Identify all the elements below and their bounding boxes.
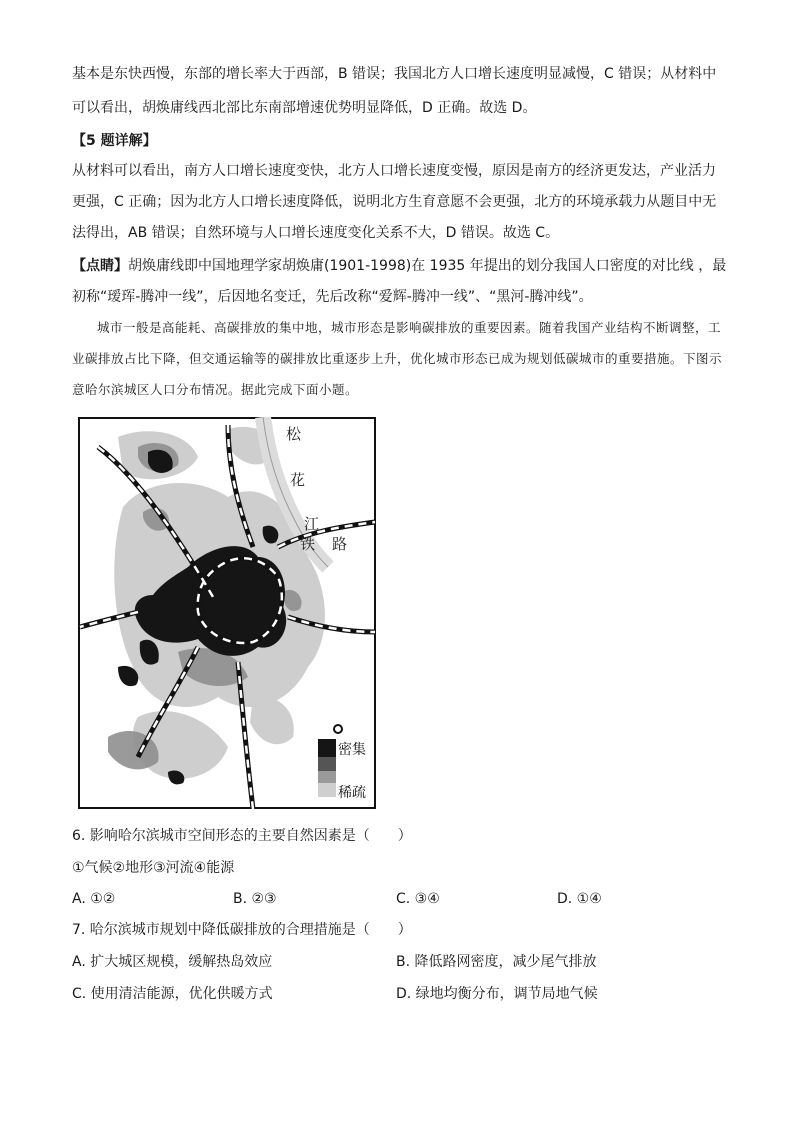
q5-detail-line: 从材料可以看出，南方人口增长速度变快，北方人口增长速度变慢，原因是南方的经济更发达，产业活力 <box>72 163 716 179</box>
q7-option-b[interactable]: B. 降低路网密度，减少尾气排放 <box>396 954 597 970</box>
legend-swatch <box>318 757 336 771</box>
q5-detail-line: 法得出，AB 错误；自然环境与人口增长速度变化关系不大，D 错误。故选 C。 <box>72 225 560 241</box>
dianjing-text: 胡焕庸线即中国地理学家胡焕庸(1901-1998)在 1935 年提出的划分我国人口密度的对比线 ，最 <box>128 258 727 274</box>
dianjing-line: 初称“瑷珲-腾冲一线”，后因地名变迁，先后改称“爱辉-腾冲一线”、“黑河-腾冲线”。 <box>72 289 593 305</box>
q6-option-b[interactable]: B. ②③ <box>233 891 277 907</box>
q6-stem: 6. 影响哈尔滨城市空间形态的主要自然因素是（ ） <box>72 828 412 844</box>
q7-option-d[interactable]: D. 绿地均衡分布，调节局地气候 <box>396 986 598 1002</box>
river-label: 江 <box>304 515 320 533</box>
q5-detail-heading: 【5 题详解】 <box>72 133 157 149</box>
q7-option-a[interactable]: A. 扩大城区规模，缓解热岛效应 <box>72 954 273 970</box>
answer-line: 基本是东快西慢，东部的增长率大于西部，B 错误；我国北方人口增长速度明显减慢，C 错误；从材料中 <box>72 66 717 82</box>
q6-option-d[interactable]: D. ①④ <box>557 891 602 907</box>
q5-detail-line: 更强，C 正确；因为北方人口增长速度降低，说明北方生育意愿不会更强，北方的环境承载力从题目中无 <box>72 194 717 210</box>
legend-label-dense: 密集 <box>338 742 366 758</box>
q6-option-a[interactable]: A. ①② <box>72 891 116 907</box>
dianjing-line <box>72 256 726 276</box>
harbin-population-map <box>78 417 376 809</box>
q7-option-c[interactable]: C. 使用清洁能源，优化供暖方式 <box>72 986 273 1002</box>
legend-label-sparse: 稀疏 <box>338 785 366 801</box>
passage-text: 城市一般是高能耗、高碳排放的集中地，城市形态是影响碳排放的重要因素。随着我国产业结构不断调整，工业碳排放占比下降，但交通运输等的碳排放比重逐步上升，优化城市形态已成为规划低碳城市的重要措施。下图示意哈尔滨城区人口分布情况。据此完成下面小题。 <box>72 320 723 397</box>
river-label: 松 <box>286 425 302 443</box>
dianjing-label: 【点睛】 <box>72 258 128 274</box>
river-label: 花 <box>290 471 306 489</box>
map-svg <box>78 417 376 809</box>
q7-stem: 7. 哈尔滨城市规划中降低碳排放的合理措施是（ ） <box>72 922 412 938</box>
railway-label: 铁 <box>300 535 316 553</box>
legend-swatch-sparse <box>318 783 336 797</box>
railway-label: 路 <box>332 535 348 553</box>
material-passage <box>72 312 722 405</box>
q6-option-c[interactable]: C. ③④ <box>396 891 440 907</box>
legend-swatch-dense <box>318 739 336 757</box>
legend-swatch <box>318 771 336 783</box>
answer-line: 可以看出，胡焕庸线西北部比东南部增速优势明显降低，D 正确。故选 D。 <box>72 100 537 116</box>
q6-items: ①气候②地形③河流④能源 <box>72 860 235 876</box>
